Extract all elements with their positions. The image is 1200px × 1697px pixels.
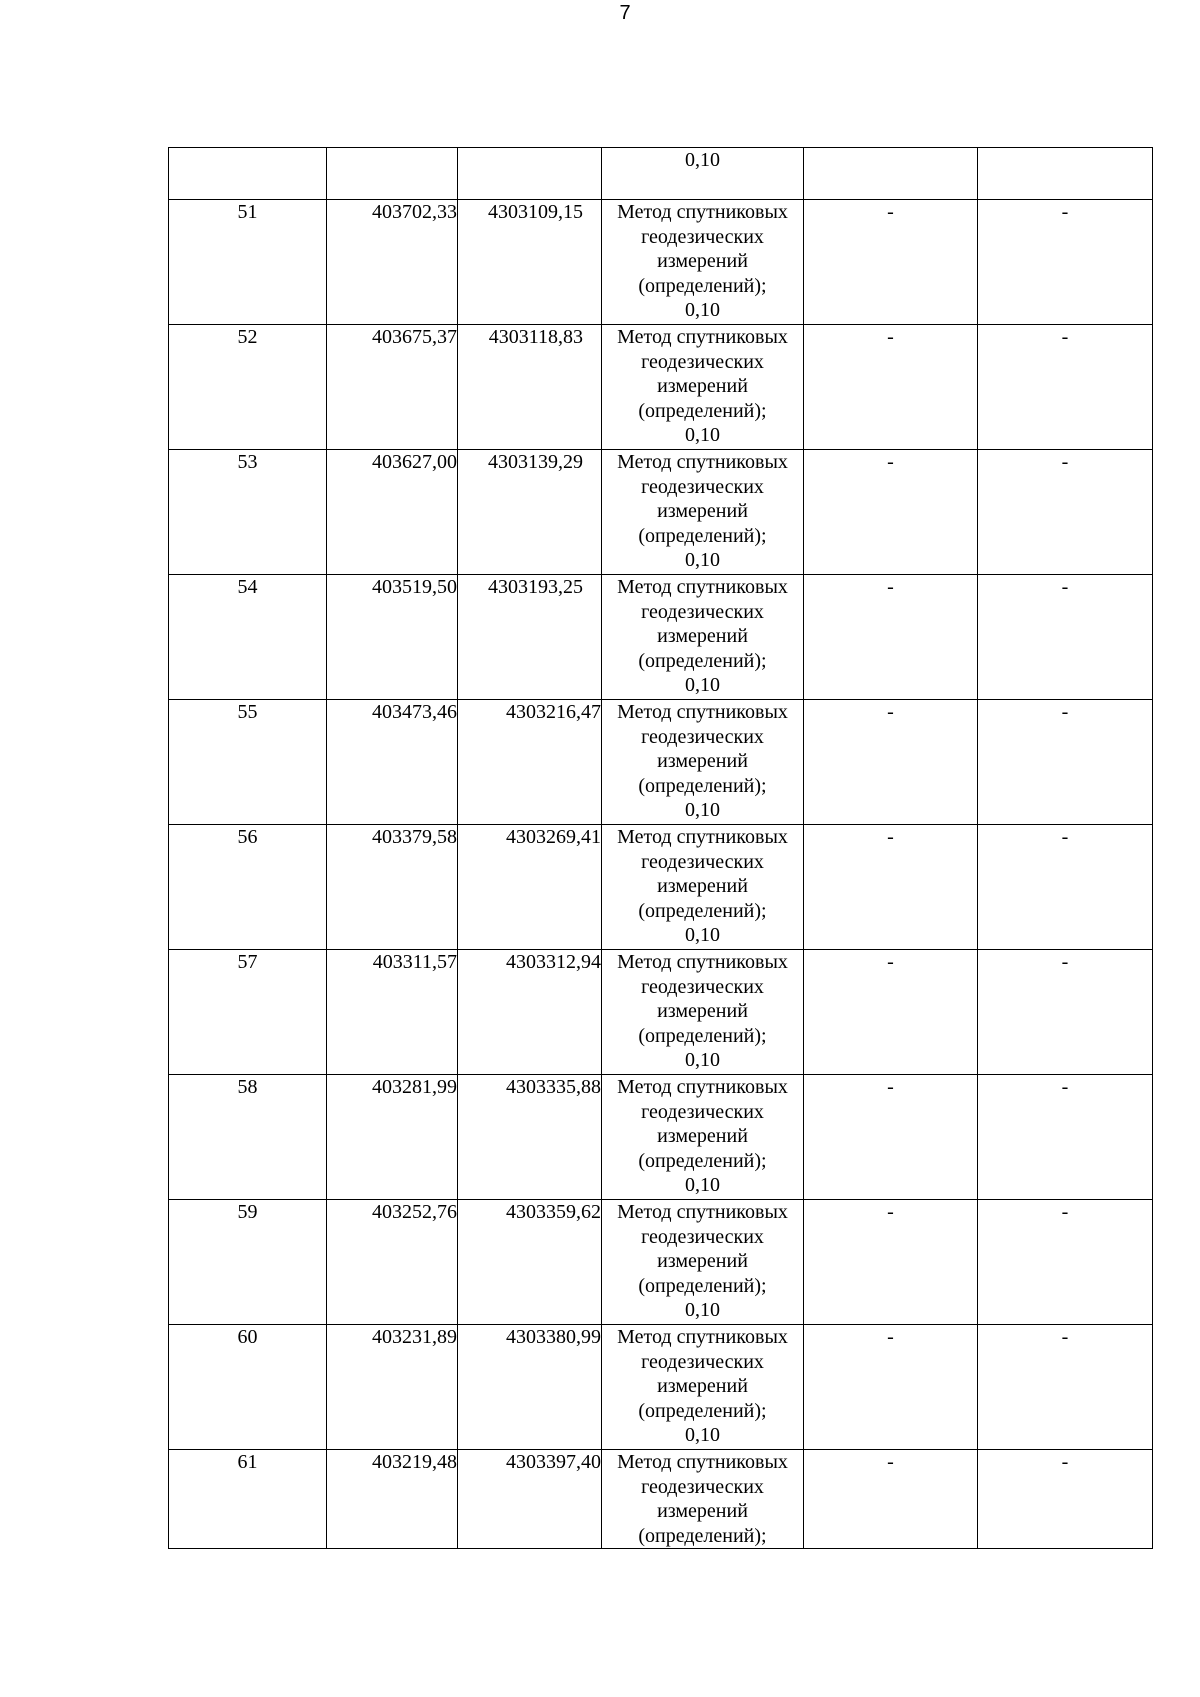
method-line: геодезических (641, 975, 764, 998)
column5-cell: - (804, 1200, 978, 1325)
method-line: (определений); (638, 1149, 767, 1172)
column5-cell: - (804, 325, 978, 450)
y-coordinate-cell: 4303312,94 (458, 950, 602, 1075)
column6-cell: - (978, 1075, 1153, 1200)
y-coordinate-cell: 4303139,29 (458, 450, 602, 575)
method-line: геодезических (641, 1350, 764, 1373)
column6-cell: - (978, 1450, 1153, 1549)
column5-cell: - (804, 200, 978, 325)
x-coordinate-cell: 403702,33 (327, 200, 458, 325)
column6-cell: - (978, 1200, 1153, 1325)
method-line: 0,10 (685, 549, 720, 571)
table-row (169, 1325, 1153, 1450)
method-line: (определений); (638, 1024, 767, 1047)
point-number-cell: 57 (169, 950, 327, 1075)
method-line: измерений (657, 500, 748, 522)
point-number-cell: 53 (169, 450, 327, 575)
continuation-cell-num (169, 148, 327, 200)
column5-cell: - (804, 450, 978, 575)
table-row (169, 700, 1153, 825)
method-cell (602, 825, 804, 950)
continuation-cell-col6 (978, 148, 1153, 200)
method-line: (определений); (638, 274, 767, 297)
method-line: геодезических (641, 1475, 764, 1498)
method-line: (определений); (638, 524, 767, 547)
column6-cell: - (978, 450, 1153, 575)
column6-cell: - (978, 575, 1153, 700)
method-line: 0,10 (685, 424, 720, 446)
continuation-cell-y (458, 148, 602, 200)
method-line: 0,10 (685, 299, 720, 321)
point-number-cell: 56 (169, 825, 327, 950)
y-coordinate-cell: 4303397,40 (458, 1450, 602, 1549)
table-row (169, 825, 1153, 950)
method-cell (602, 1325, 804, 1450)
x-coordinate-cell: 403281,99 (327, 1075, 458, 1200)
continuation-cell-method (602, 148, 804, 200)
column5-cell: - (804, 700, 978, 825)
method-line: Метод спутниковых (617, 1076, 788, 1098)
method-line: Метод спутниковых (617, 1451, 788, 1473)
table-row (169, 575, 1153, 700)
y-coordinate-cell: 4303216,47 (458, 700, 602, 825)
method-line: 0,10 (685, 924, 720, 946)
point-number-cell: 55 (169, 700, 327, 825)
method-line: (определений); (638, 649, 767, 672)
method-line: Метод спутниковых (617, 826, 788, 848)
y-coordinate-cell: 4303193,25 (458, 575, 602, 700)
x-coordinate-cell: 403473,46 (327, 700, 458, 825)
x-coordinate-cell: 403252,76 (327, 1200, 458, 1325)
continuation-cell-x (327, 148, 458, 200)
x-coordinate-cell: 403379,58 (327, 825, 458, 950)
method-cell (602, 700, 804, 825)
method-line: геодезических (641, 1100, 764, 1123)
continuation-row (169, 148, 1153, 200)
method-line: 0,10 (685, 1174, 720, 1196)
method-line: измерений (657, 1000, 748, 1022)
method-line: 0,10 (685, 1049, 720, 1071)
method-line: Метод спутниковых (617, 1326, 788, 1348)
method-line: измерений (657, 250, 748, 272)
table-row (169, 450, 1153, 575)
method-line: Метод спутниковых (617, 451, 788, 473)
method-line: измерений (657, 375, 748, 397)
method-cell (602, 200, 804, 325)
continuation-precision: 0,10 (685, 149, 720, 171)
column5-cell: - (804, 950, 978, 1075)
method-line: измерений (657, 1250, 748, 1272)
x-coordinate-cell: 403219,48 (327, 1450, 458, 1549)
column6-cell: - (978, 950, 1153, 1075)
method-line: (определений); (638, 899, 767, 922)
method-cell (602, 325, 804, 450)
method-line: Метод спутниковых (617, 951, 788, 973)
method-line: измерений (657, 750, 748, 772)
column6-cell: - (978, 700, 1153, 825)
method-line: (определений); (638, 1274, 767, 1297)
method-line: измерений (657, 1500, 748, 1522)
method-cell (602, 1075, 804, 1200)
continuation-cell-col5 (804, 148, 978, 200)
method-line: измерений (657, 875, 748, 897)
point-number-cell: 58 (169, 1075, 327, 1200)
coordinates-table (168, 147, 1153, 1549)
x-coordinate-cell: 403311,57 (327, 950, 458, 1075)
point-number-cell: 54 (169, 575, 327, 700)
method-line: геодезических (641, 350, 764, 373)
method-cell (602, 575, 804, 700)
method-cell (602, 950, 804, 1075)
method-line: измерений (657, 1125, 748, 1147)
column6-cell: - (978, 325, 1153, 450)
x-coordinate-cell: 403675,37 (327, 325, 458, 450)
y-coordinate-cell: 4303359,62 (458, 1200, 602, 1325)
method-line: Метод спутниковых (617, 1201, 788, 1223)
method-line: геодезических (641, 1225, 764, 1248)
page-number: 7 (619, 2, 631, 24)
method-line: (определений); (638, 774, 767, 797)
table-body (169, 148, 1153, 1549)
column6-cell: - (978, 825, 1153, 950)
x-coordinate-cell: 403519,50 (327, 575, 458, 700)
table-row (169, 1200, 1153, 1325)
method-line: (определений); (638, 1399, 767, 1422)
y-coordinate-cell: 4303335,88 (458, 1075, 602, 1200)
method-cell (602, 1450, 804, 1549)
point-number-cell: 60 (169, 1325, 327, 1450)
point-number-cell: 59 (169, 1200, 327, 1325)
column5-cell: - (804, 1075, 978, 1200)
x-coordinate-cell: 403231,89 (327, 1325, 458, 1450)
method-line: геодезических (641, 850, 764, 873)
y-coordinate-cell: 4303109,15 (458, 200, 602, 325)
method-cell (602, 450, 804, 575)
method-line: геодезических (641, 600, 764, 623)
method-line: Метод спутниковых (617, 326, 788, 348)
method-line: (определений); (638, 1524, 767, 1547)
method-line: 0,10 (685, 674, 720, 696)
table-row (169, 200, 1153, 325)
method-line: геодезических (641, 475, 764, 498)
method-cell (602, 1200, 804, 1325)
y-coordinate-cell: 4303269,41 (458, 825, 602, 950)
method-line: геодезических (641, 725, 764, 748)
point-number-cell: 52 (169, 325, 327, 450)
method-line: Метод спутниковых (617, 576, 788, 598)
point-number-cell: 61 (169, 1450, 327, 1549)
method-line: Метод спутниковых (617, 701, 788, 723)
point-number-cell: 51 (169, 200, 327, 325)
column6-cell: - (978, 1325, 1153, 1450)
method-line: геодезических (641, 225, 764, 248)
table-row (169, 950, 1153, 1075)
method-line: 0,10 (685, 1299, 720, 1321)
table-row (169, 325, 1153, 450)
column5-cell: - (804, 1450, 978, 1549)
table-row (169, 1075, 1153, 1200)
column5-cell: - (804, 825, 978, 950)
column6-cell: - (978, 200, 1153, 325)
table-row (169, 1450, 1153, 1549)
method-line: Метод спутниковых (617, 201, 788, 223)
y-coordinate-cell: 4303118,83 (458, 325, 602, 450)
y-coordinate-cell: 4303380,99 (458, 1325, 602, 1450)
method-line: 0,10 (685, 799, 720, 821)
method-line: измерений (657, 625, 748, 647)
method-line: 0,10 (685, 1424, 720, 1446)
method-line: (определений); (638, 399, 767, 422)
method-line: измерений (657, 1375, 748, 1397)
column5-cell: - (804, 575, 978, 700)
x-coordinate-cell: 403627,00 (327, 450, 458, 575)
column5-cell: - (804, 1325, 978, 1450)
